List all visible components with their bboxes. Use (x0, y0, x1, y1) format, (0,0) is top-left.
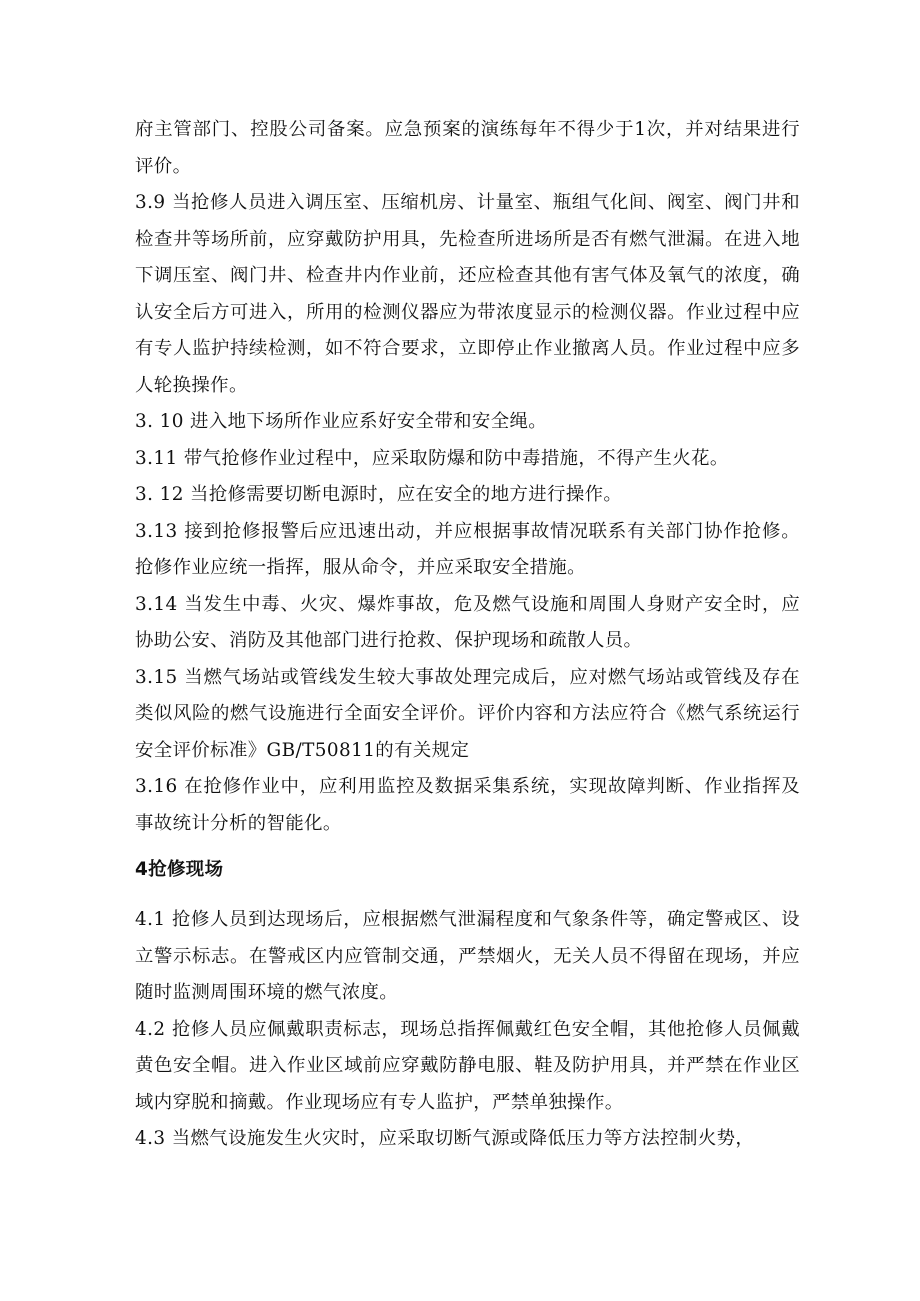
paragraph-3-12: 3. 12 当抢修需要切断电源时，应在安全的地方进行操作。 (135, 484, 623, 505)
paragraph-3-14: 3.14 当发生中毒、火灾、爆炸事故，危及燃气设施和周围人身财产安全时，应协助公安、消防及其他部门进行抢救、保护现场和疏散人员。 (135, 593, 800, 651)
paragraph-3-9: 3.9 当抢修人员进入调压室、压缩机房、计量室、瓶组气化间、阀室、阀门井和检查井等场所前，应穿戴防护用具，先检查所进场所是否有燃气泄漏。在进入地下调压室、阀门井、检查井内作业前，还应检查其他有害气体及氧气的浓度，确认安全后方可进入，所用的检测仪器应为带浓度显示的检测仪器。作业过程中应有专人监护持续检测，如不符合要求，立即停止作业撤离人员。作业过程中应多人轮换操作。 (135, 192, 800, 396)
paragraph-4-2: 4.2 抢修人员应佩戴职责标志，现场总指挥佩戴红色安全帽，其他抢修人员佩戴黄色安全帽。进入作业区域前应穿戴防静电服、鞋及防护用具，并严禁在作业区域内穿脱和摘戴。作业现场应有专人监护，严禁单独操作。 (135, 1018, 800, 1113)
section-heading-4 (135, 856, 800, 884)
section-number: 4 (135, 859, 149, 880)
paragraph-3-16: 3.16 在抢修作业中，应利用监控及数据采集系统，实现故障判断、作业指挥及事故统计分析的智能化。 (135, 776, 800, 834)
paragraph-4-1: 4.1 抢修人员到达现场后，应根据燃气泄漏程度和气象条件等，确定警戒区、设立警示标志。在警戒区内应管制交通，严禁烟火，无关人员不得留在现场，并应随时监测周围环境的燃气浓度。 (135, 909, 800, 1003)
paragraph-4-3: 4.3 当燃气设施发生火灾时，应采取切断气源或降低压力等方法控制火势， (135, 1128, 755, 1149)
paragraph-3-13: 3.13 接到抢修报警后应迅速出动，并应根据事故情况联系有关部门协作抢修。抢修作业应统一指挥，服从命令，并应采取安全措施。 (135, 520, 800, 578)
paragraph-3-15: 3.15 当燃气场站或管线发生较大事故处理完成后，应对燃气场站或管线及存在类似风险的燃气设施进行全面安全评价。评价内容和方法应符合《燃气系统运行安全评价标准》GB/T50811的有关规定 (135, 666, 800, 761)
section-title: 抢修现场 (148, 859, 224, 880)
paragraph-backup-filing: 府主管部门、控股公司备案。应急预案的演练每年不得少于1次，并对结果进行评价。 (135, 119, 800, 177)
paragraph-3-10: 3. 10 进入地下场所作业应系好安全带和安全绳。 (135, 411, 548, 432)
document-page (135, 112, 800, 1158)
paragraph-3-11: 3.11 带气抢修作业过程中，应采取防爆和防中毒措施，不得产生火花。 (135, 447, 729, 469)
